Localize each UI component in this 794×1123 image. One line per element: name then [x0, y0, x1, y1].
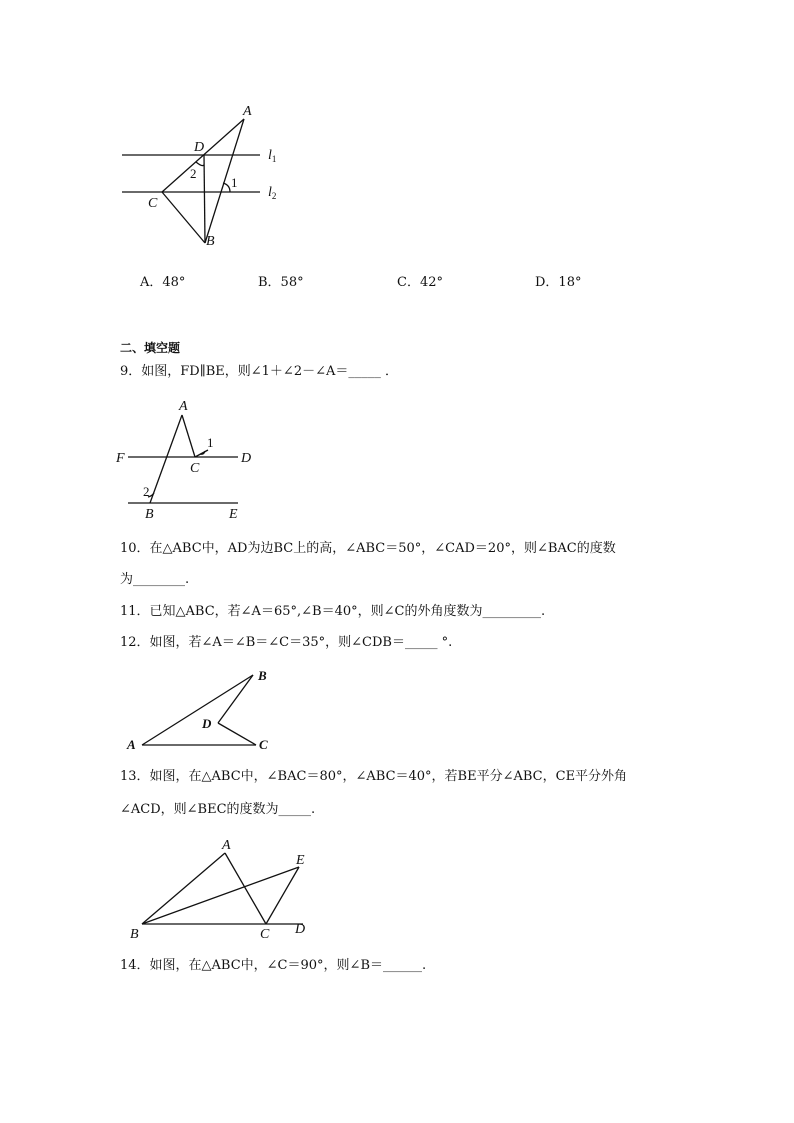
label-d: D [295, 922, 306, 937]
segment-ac [225, 853, 266, 924]
question-10-line1: 10．在△ABC中，AD为边BC上的高，∠ABC＝50°，∠CAD＝20°，则∠BAC的度数 [120, 541, 616, 556]
label-d: D [241, 451, 252, 466]
question-10-line2: 为________. [120, 572, 190, 587]
question-9: 9．如图，FD∥BE，则∠1＋∠2－∠A＝_____ ． [120, 364, 399, 379]
segment-bd [218, 675, 253, 723]
label-a: A [243, 104, 252, 119]
label-l1: $l_1$ [268, 148, 277, 164]
label-c: C [260, 927, 270, 942]
option-d: D．18° [535, 275, 582, 290]
segment-dc [218, 723, 256, 745]
segment-c-ray [195, 450, 208, 457]
label-a: A [179, 399, 188, 414]
segment-db [204, 155, 205, 243]
label-c: C [259, 737, 268, 752]
segment-cb [162, 192, 205, 243]
label-b: B [145, 507, 154, 522]
segment-ab [142, 675, 253, 745]
segment-ac [182, 415, 195, 457]
option-b: B．58° [258, 275, 304, 290]
label-c: C [148, 196, 158, 211]
label-a: A [222, 838, 231, 853]
question-11: 11．已知△ABC，若∠A＝65°,∠B＝40°，则∠C的外角度数为_________. [120, 604, 546, 619]
figure-q8-svg [110, 95, 300, 255]
label-e: E [296, 853, 305, 868]
label-b: B [206, 234, 215, 249]
label-d: D [202, 716, 212, 731]
figure-q12-svg [120, 662, 290, 757]
question-14: 14．如图，在△ABC中，∠C＝90°，则∠B＝______. [120, 958, 427, 973]
label-a: A [127, 737, 136, 752]
segment-ab [150, 415, 182, 503]
figure-q9 [110, 395, 270, 525]
label-b: B [258, 668, 267, 683]
option-c: C．42° [397, 275, 443, 290]
label-angle-2: 2 [190, 166, 197, 181]
segment-ce [266, 867, 299, 924]
label-f: F [116, 451, 125, 466]
option-a: A．48° [140, 275, 186, 290]
question-13-line2: ∠ACD，则∠BEC的度数为_____. [120, 802, 316, 817]
figure-q13 [125, 835, 325, 945]
figure-q9-svg [110, 395, 270, 525]
label-angle-1: 1 [207, 435, 214, 450]
label-l2: $l_2$ [268, 185, 277, 201]
section-title: 二、填空题 [120, 341, 181, 355]
label-b: B [130, 927, 139, 942]
label-d: D [194, 140, 205, 155]
figure-q13-svg [125, 835, 325, 945]
question-13-line1: 13．如图，在△ABC中，∠BAC＝80°，∠ABC＝40°，若BE平分∠ABC，CE平分外角 [120, 769, 628, 784]
label-angle-1: 1 [231, 175, 238, 190]
label-c: C [190, 461, 200, 476]
figure-q12 [120, 662, 290, 757]
segment-ba [142, 853, 225, 924]
label-e: E [229, 507, 238, 522]
angle-2-arc [196, 162, 204, 166]
label-angle-2: 2 [143, 484, 150, 499]
segment-be [142, 867, 299, 924]
segment-ab [205, 119, 244, 243]
question-12: 12．如图，若∠A＝∠B＝∠C＝35°，则∠CDB＝_____ °. [120, 635, 453, 650]
figure-q8 [110, 95, 300, 255]
